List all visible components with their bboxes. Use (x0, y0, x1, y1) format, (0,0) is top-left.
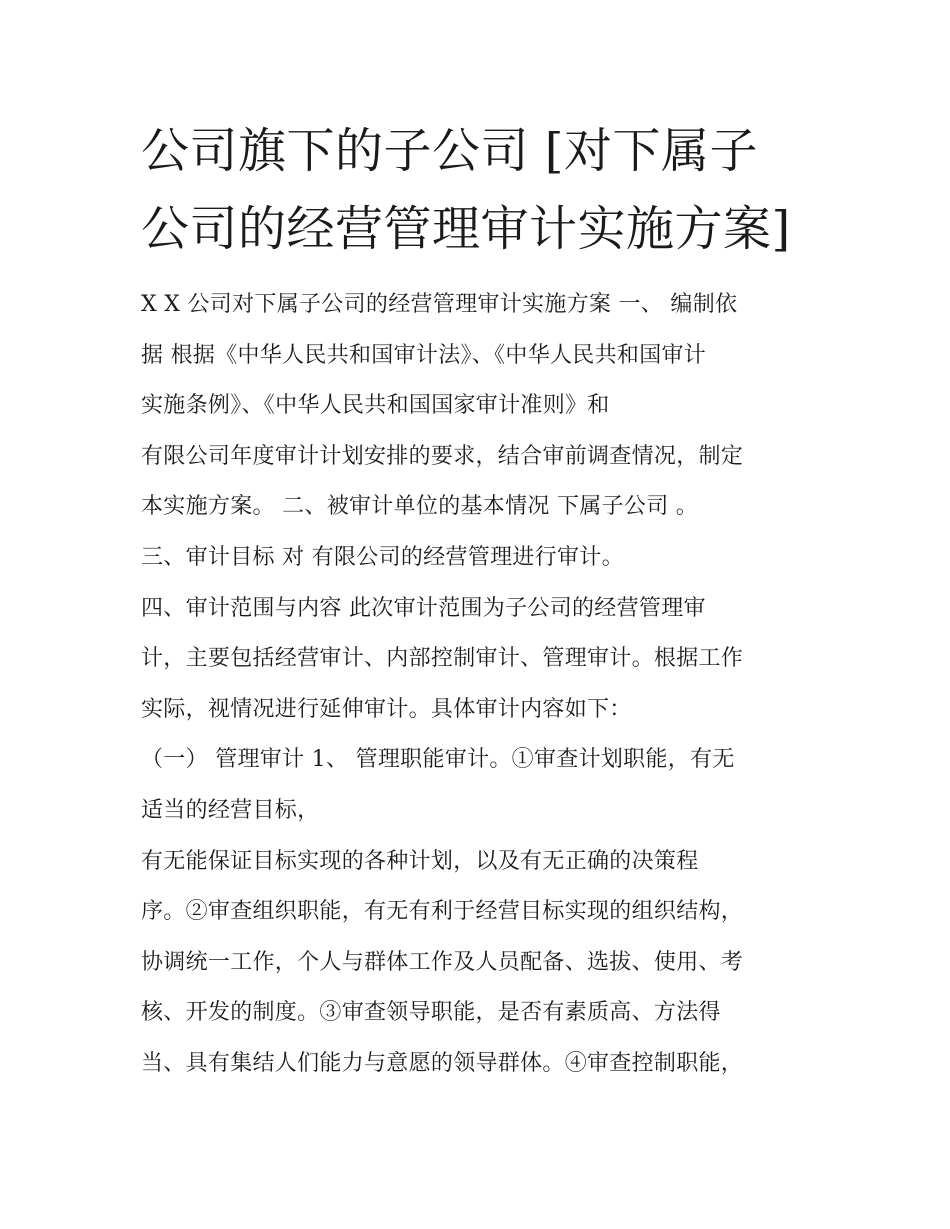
body-line: 协调统一工作，个人与群体工作及人员配备、选拔、使用、考 (141, 949, 744, 975)
body-line: X X 公司对下属子公司的经营管理审计实施方案 一、 编制依 (141, 292, 738, 317)
body-line: 序。②审查组织职能，有无有利于经营目标实现的组织结构， (141, 899, 744, 925)
body-line: （一） 管理审计 1、 管理职能审计。①审查计划职能，有无 (141, 747, 735, 773)
body-line: 核、开发的制度。③审查领导职能，是否有素质高、方法得 (141, 1000, 721, 1026)
body-line: 四、审计范围与内容 此次审计范围为子公司的经营管理审 (141, 595, 706, 621)
body-line: 本实施方案。 二、被审计单位的基本情况 下属子公司 。 (141, 494, 699, 520)
body-line: 适当的经营目标， (141, 797, 320, 823)
body-line: 当、具有集结人们能力与意愿的领导群体。④审查控制职能， (141, 1050, 744, 1076)
body-line: 有限公司年度审计计划安排的要求，结合审前调查情况，制定 (141, 443, 744, 469)
title-line-2: 公司的经营管理审计实施方案] (141, 201, 791, 257)
title-line-1: 公司旗下的子公司 [对下属子 (141, 123, 758, 179)
body-line: 据 根据《中华人民共和国审计法》、《中华人民共和国审计 (141, 342, 707, 368)
body-line: 计，主要包括经营审计、内部控制审计、管理审计。根据工作 (141, 646, 744, 672)
document-body (141, 280, 831, 1090)
body-line: 实施条例》、《中华人民共和国国家审计准则》和 (141, 393, 610, 419)
body-line: 实际，视情况进行延伸审计。具体审计内容如下： (141, 696, 632, 722)
document-title (141, 112, 831, 268)
body-line: 有无能保证目标实现的各种计划，以及有无正确的决策程 (141, 848, 699, 874)
body-line: 三、审计目标 对 有限公司的经营管理进行审计。 (141, 544, 624, 570)
